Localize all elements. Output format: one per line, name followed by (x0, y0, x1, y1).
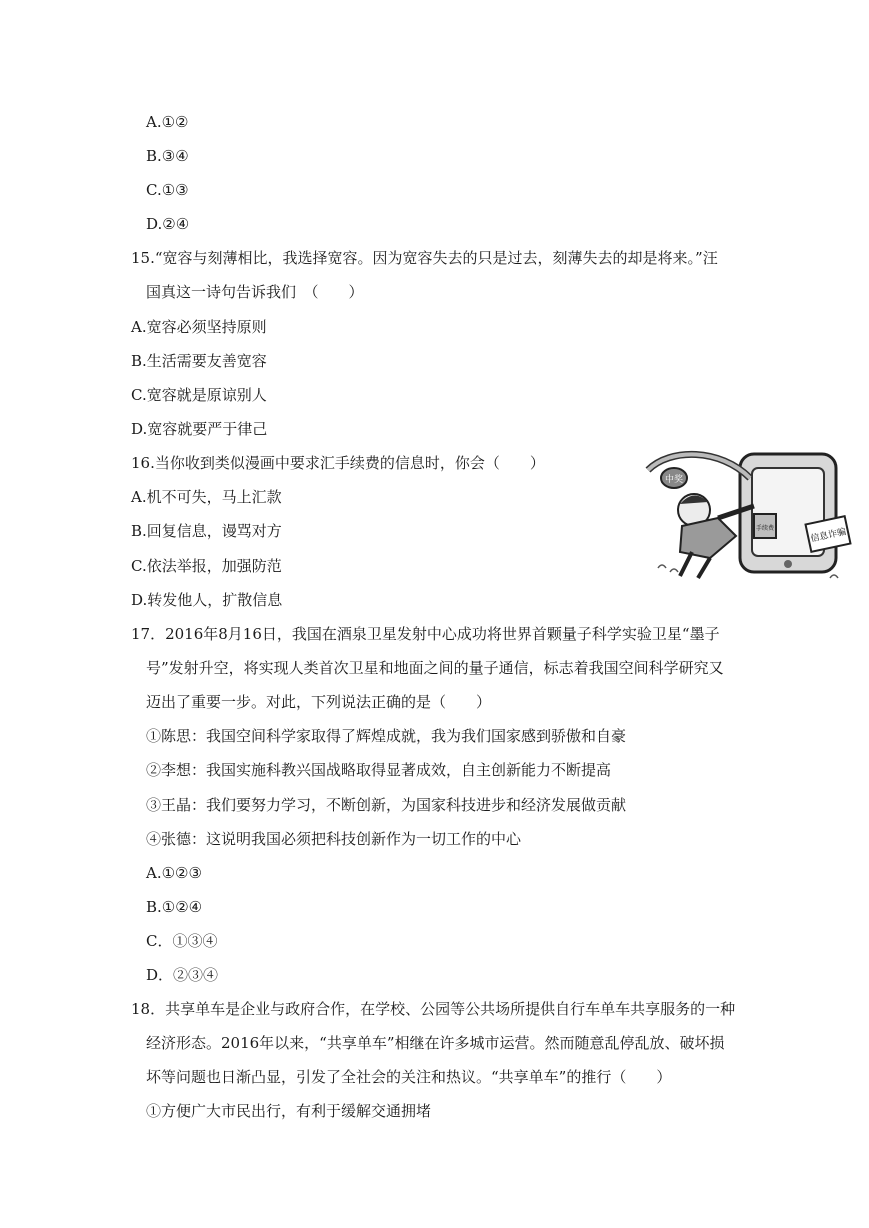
q16-stem: 16.当你收到类似漫画中要求汇手续费的信息时，你会（ ） (131, 454, 545, 472)
q17-statement-3: ③王晶：我们要努力学习，不断创新，为国家科技进步和经济发展做贡献 (146, 796, 627, 814)
cartoon-fraud-sign: 信息诈骗 (809, 527, 848, 545)
q16-option-c: C.依法举报，加强防范 (131, 557, 282, 575)
cartoon-phone-label: 中奖 (664, 475, 684, 485)
q17-stem-line3: 迈出了重要一步。对此，下列说法正确的是（ ） (146, 693, 492, 711)
q17-statement-2: ②李想：我国实施科教兴国战略取得显著成效，自主创新能力不断提高 (146, 761, 612, 779)
q17-statement-4: ④张德：这说明我国必须把科技创新作为一切工作的中心 (146, 830, 522, 848)
fraud-cartoon-illustration (640, 448, 858, 586)
q14-option-c: C.①③ (146, 181, 189, 199)
q15-option-b: B.生活需要友善宽容 (131, 352, 267, 370)
q14-option-a: A.①② (146, 113, 189, 131)
q18-stem-line3: 坏等问题也日渐凸显，引发了全社会的关注和热议。“共享单车”的推行（ ） (146, 1068, 672, 1086)
q16-option-d: D.转发他人，扩散信息 (131, 591, 283, 609)
q17-option-b: B.①②④ (146, 898, 203, 916)
q16-option-a: A.机不可失，马上汇款 (131, 488, 282, 506)
q16-option-b: B.回复信息，谩骂对方 (131, 522, 282, 540)
q17-option-d: D．②③④ (146, 966, 219, 984)
q17-option-c: C．①③④ (146, 932, 218, 950)
q18-statement-1: ①方便广大市民出行，有利于缓解交通拥堵 (146, 1102, 432, 1120)
q14-option-d: D.②④ (146, 215, 190, 233)
q15-stem-line2: 国真这一诗句告诉我们 （ ） (146, 283, 364, 301)
q18-stem-line2: 经济形态。2016年以来，“共享单车”相继在许多城市运营。然而随意乱停乱放、破坏损 (146, 1034, 725, 1052)
q17-stem-line1: 17．2016年8月16日，我国在酒泉卫星发射中心成功将世界首颗量子科学实验卫星“墨子 (131, 625, 720, 643)
q14-option-b: B.③④ (146, 147, 189, 165)
q17-statement-1: ①陈思：我国空间科学家取得了辉煌成就，我为我们国家感到骄傲和自豪 (146, 727, 627, 745)
q17-stem-line2: 号”发射升空，将实现人类首次卫星和地面之间的量子通信，标志着我国空间科学研究又 (146, 659, 724, 677)
cartoon-fee-box-label: 手续费 (755, 525, 775, 532)
q15-option-c: C.宽容就是原谅别人 (131, 386, 267, 404)
q15-option-d: D.宽容就要严于律己 (131, 420, 268, 438)
q17-option-a: A.①②③ (146, 864, 202, 882)
q18-stem-line1: 18．共享单车是企业与政府合作，在学校、公园等公共场所提供自行车单车共享服务的一种 (131, 1000, 736, 1018)
q15-option-a: A.宽容必须坚持原则 (131, 318, 267, 336)
q15-stem-line1: 15.“宽容与刻薄相比，我选择宽容。因为宽容失去的只是过去，刻薄失去的却是将来。”汪 (131, 249, 718, 267)
